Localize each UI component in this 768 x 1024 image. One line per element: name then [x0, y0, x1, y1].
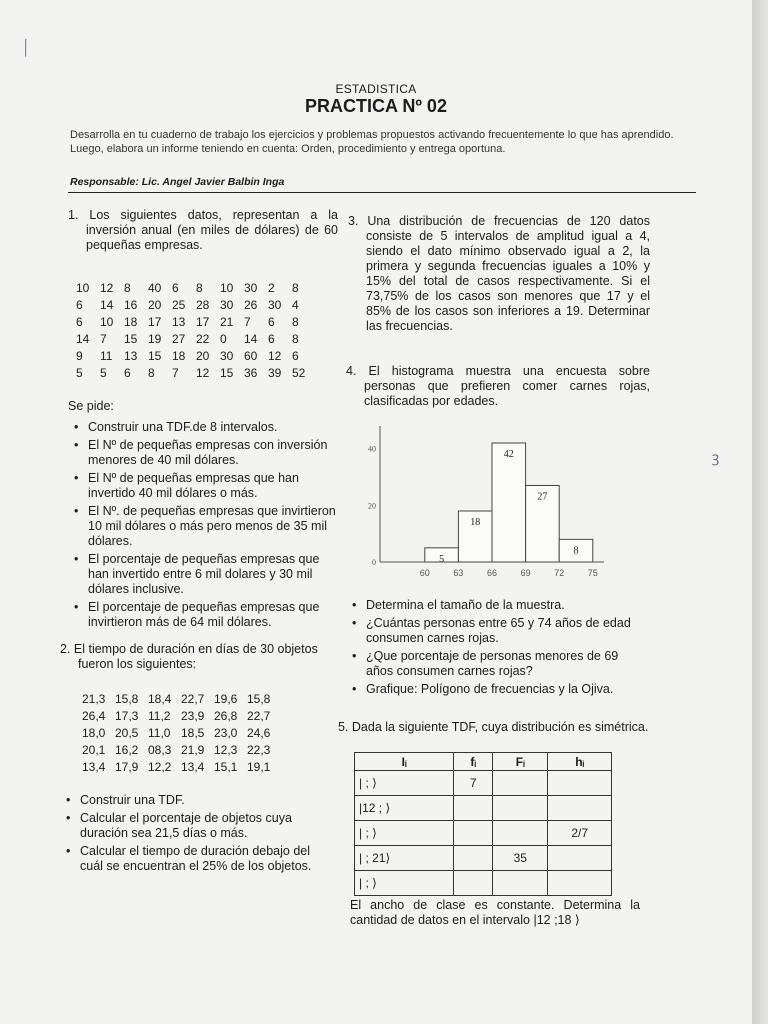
data-cell: 11: [100, 348, 113, 363]
pen-mark-icon: ꝫ: [712, 449, 720, 465]
problem-1-questions: [68, 420, 338, 630]
bar-value-label: 18: [470, 517, 481, 528]
problem-5-question: El ancho de clase es constante. Determina la cantidad de datos en el intervalo |12 ;18 ⟩: [350, 898, 640, 927]
data-cell: 13: [172, 314, 186, 329]
duration-data-table: [82, 690, 280, 775]
data-cell: 14: [100, 297, 114, 312]
data-cell: 9: [76, 348, 83, 363]
data-cell: 10: [220, 280, 234, 295]
data-cell: 22,3: [247, 742, 271, 757]
data-cell: 19,1: [247, 759, 271, 774]
table-cell: | ; ⟩: [355, 821, 454, 846]
data-cell: 20,5: [115, 725, 139, 740]
question-item: • ¿Que porcentaje de personas menores de 69 años consumen carnes rojas?: [346, 649, 646, 679]
data-cell: 39: [268, 365, 282, 380]
subject-label: ESTADISTICA: [335, 82, 417, 96]
data-cell: 11,0: [148, 725, 171, 740]
asks-label: Se pide:: [68, 399, 114, 413]
data-cell: 15,8: [247, 691, 271, 706]
x-tick-label: 63: [453, 568, 464, 578]
instructions: Desarrolla en tu cuaderno de trabajo los ejercicios y problemas propuestos activando frecuentemente lo que has aprendido. Luego, elabora un informe teniendo en cuenta: Orden, procedimiento y entrega oportuna.: [70, 129, 674, 155]
data-cell: 8: [292, 314, 299, 329]
table-cell: [548, 771, 612, 796]
page-edge: [752, 0, 768, 1024]
data-cell: 6: [76, 314, 83, 329]
problem-1-statement: 1. Los siguientes datos, representan a la inversión anual (en miles de dólares) de 60 pequeñas empresas.: [68, 208, 338, 252]
table-cell: [454, 796, 493, 821]
table-row: [355, 871, 612, 896]
problem-4-questions: [346, 598, 646, 700]
problem-2-questions: [60, 793, 336, 874]
data-cell: 8: [292, 280, 299, 295]
table-cell: [548, 871, 612, 896]
data-cell: 27: [172, 331, 186, 346]
problem-5-statement: 5. Dada la siguiente TDF, cuya distribución es simétrica.: [338, 720, 649, 734]
data-cell: 11,2: [148, 708, 171, 723]
table-cell: | ; ⟩: [355, 771, 454, 796]
bar-value-label: 27: [537, 491, 548, 503]
table-row: [82, 724, 280, 741]
problem-4-statement: 4. El histograma muestra una encuesta sobre personas que prefieren comer carnes rojas, clasificadas por edades.: [346, 364, 650, 408]
problem-2-statement: 2. El tiempo de duración en días de 30 objetos fueron los siguientes:: [60, 642, 318, 671]
data-cell: 12,3: [214, 742, 238, 757]
table-cell: [454, 846, 493, 871]
header-divider: [68, 192, 696, 193]
data-cell: 8: [196, 280, 203, 295]
data-cell: 13,4: [181, 759, 205, 774]
table-cell: | ; ⟩: [355, 871, 454, 896]
age-histogram: [360, 420, 610, 588]
data-cell: 7: [244, 314, 251, 329]
table-cell: [493, 871, 548, 896]
data-cell: 5: [76, 365, 83, 380]
data-cell: 24,6: [247, 725, 271, 740]
table-row: [76, 347, 316, 364]
data-cell: 21,3: [82, 691, 106, 706]
column-header: Iᵢ: [355, 753, 454, 771]
problem-2: [60, 642, 336, 877]
data-cell: 6: [268, 314, 275, 329]
data-cell: 28: [196, 297, 210, 312]
data-cell: 18: [124, 314, 138, 329]
data-cell: 20: [148, 297, 162, 312]
data-cell: 0: [220, 331, 227, 346]
x-tick-label: 69: [520, 568, 531, 578]
table-row: [76, 313, 316, 330]
question-item: • El Nº de pequeñas empresas que han invertido 40 mil dólares o más.: [68, 471, 338, 501]
table-row: [355, 771, 612, 796]
table-cell: [454, 821, 493, 846]
x-tick-label: 75: [587, 568, 598, 578]
data-cell: 12: [196, 365, 210, 380]
table-row: [82, 741, 280, 758]
page-title: PRACTICA Nº 02: [305, 96, 447, 116]
question-item: • El Nº de pequeñas empresas con inversión menores de 40 mil dólares.: [68, 438, 338, 468]
column-header: hᵢ: [548, 753, 612, 771]
data-cell: 7: [172, 365, 179, 380]
data-cell: 6: [76, 297, 83, 312]
data-cell: 19: [148, 331, 162, 346]
data-cell: 8: [292, 331, 299, 346]
x-tick-label: 72: [554, 568, 565, 578]
table-row: [76, 296, 316, 313]
column-header: fᵢ: [454, 753, 493, 771]
data-cell: 40: [148, 280, 162, 295]
question-item: • El porcentaje de pequeñas empresas que invirtieron más de 64 mil dólares.: [68, 600, 338, 630]
data-cell: 22,7: [181, 691, 205, 706]
data-cell: 60: [244, 348, 258, 363]
table-row: [76, 279, 316, 296]
histogram-bar: [492, 443, 526, 562]
table-row: [82, 707, 280, 724]
data-cell: 13,4: [82, 759, 106, 774]
data-cell: 08,3: [148, 742, 172, 757]
bar-value-label: 5: [439, 553, 445, 565]
data-cell: 7: [100, 331, 107, 346]
y-tick-label: 40: [368, 444, 376, 454]
data-cell: 25: [172, 297, 186, 312]
data-cell: 52: [292, 365, 306, 380]
data-cell: 23,9: [181, 708, 205, 723]
data-cell: 12: [100, 280, 114, 295]
data-cell: 10: [100, 314, 114, 329]
table-row: [76, 330, 316, 347]
pen-mark-icon: ⟋: [14, 36, 38, 60]
data-cell: 12: [268, 348, 282, 363]
table-row: [82, 758, 280, 775]
data-cell: 10: [76, 280, 90, 295]
question-item: • ¿Cuántas personas entre 65 y 74 años de edad consumen carnes rojas.: [346, 616, 646, 646]
data-cell: 17,9: [115, 759, 139, 774]
data-cell: 18: [172, 348, 186, 363]
data-cell: 5: [100, 365, 107, 380]
question-item: • Calcular el porcentaje de objetos cuya duración sea 21,5 días o más.: [60, 811, 336, 841]
data-cell: 18,0: [82, 725, 106, 740]
data-cell: 17: [196, 314, 210, 329]
data-cell: 30: [244, 280, 258, 295]
question-item: • Determina el tamaño de la muestra.: [346, 598, 646, 613]
data-cell: 12,2: [148, 759, 172, 774]
table-cell: [548, 846, 612, 871]
data-cell: 15,1: [214, 759, 238, 774]
data-cell: 15: [124, 331, 138, 346]
table-cell: [493, 771, 548, 796]
data-cell: 6: [124, 365, 131, 380]
data-cell: 18,5: [181, 725, 205, 740]
data-cell: 15: [148, 348, 162, 363]
data-cell: 17: [148, 314, 162, 329]
data-cell: 30: [220, 348, 234, 363]
data-cell: 13: [124, 348, 138, 363]
data-cell: 2: [268, 280, 275, 295]
table-cell: 2/7: [548, 821, 612, 846]
data-cell: 8: [124, 280, 131, 295]
data-cell: 23,0: [214, 725, 238, 740]
data-cell: 17,3: [115, 708, 139, 723]
data-cell: 14: [76, 331, 90, 346]
investment-data-table: [76, 279, 316, 381]
table-row: [355, 796, 612, 821]
table-cell: [548, 796, 612, 821]
frequency-table: [354, 752, 612, 896]
question-item: • Calcular el tiempo de duración debajo del cuál se encuentran el 25% de los objetos.: [60, 844, 336, 874]
x-tick-label: 60: [419, 568, 430, 578]
table-row: [355, 821, 612, 846]
table-cell: 7: [454, 771, 493, 796]
table-cell: |12 ; ⟩: [355, 796, 454, 821]
table-row: [82, 690, 280, 707]
data-cell: 30: [268, 297, 282, 312]
y-tick-label: 0: [372, 558, 376, 567]
data-cell: 14: [244, 331, 258, 346]
data-cell: 4: [292, 297, 299, 312]
data-cell: 8: [148, 365, 155, 380]
data-cell: 36: [244, 365, 258, 380]
data-cell: 6: [172, 280, 179, 295]
data-cell: 15: [220, 365, 234, 380]
responsible-line: Responsable: Lic. Angel Javier Balbin Inga: [70, 176, 285, 188]
data-cell: 16,2: [115, 742, 139, 757]
data-cell: 20: [196, 348, 210, 363]
column-header: Fᵢ: [493, 753, 548, 771]
problem-3-statement: 3. Una distribución de frecuencias de 120 datos consiste de 5 intervalos de amplitud igual a 4, siendo el dato mínimo observado igual a 2, la primera y segunda frecuencias iguales a 10% y 15% del total de casos respectivamente. Si el 73,75% de los casos son menores que 17 y el 85% de los casos son inferiores a 19. Determinar las frecuencias.: [348, 214, 650, 333]
data-cell: 26,4: [82, 708, 106, 723]
bar-value-label: 42: [503, 449, 514, 460]
question-item: • Construir una TDF.de 8 intervalos.: [68, 420, 338, 435]
question-item: • El porcentaje de pequeñas empresas que han invertido entre 6 mil dolares y 30 mil dólares inclusive.: [68, 552, 338, 597]
data-cell: 19,6: [214, 691, 238, 706]
data-cell: 6: [292, 348, 299, 363]
data-cell: 26,8: [214, 708, 238, 723]
x-tick-label: 66: [486, 568, 498, 578]
question-item: • El Nº. de pequeñas empresas que invirtieron 10 mil dólares o más pero menos de 35 mil dólares.: [68, 504, 338, 549]
data-cell: 22,7: [247, 708, 271, 723]
question-item: • Grafique: Polígono de frecuencias y la Ojiva.: [346, 682, 646, 697]
bar-value-label: 8: [573, 545, 579, 557]
data-cell: 22: [196, 331, 210, 346]
data-cell: 21: [220, 314, 234, 329]
data-cell: 18,4: [148, 691, 172, 706]
problem-1: [68, 208, 338, 633]
data-cell: 26: [244, 297, 258, 312]
data-cell: 21,9: [181, 742, 205, 757]
y-tick-label: 20: [368, 501, 376, 511]
data-cell: 30: [220, 297, 234, 312]
data-cell: 15,8: [115, 691, 139, 706]
table-cell: 35: [493, 846, 548, 871]
table-cell: [493, 821, 548, 846]
table-cell: | ; 21⟩: [355, 846, 454, 871]
table-cell: [454, 871, 493, 896]
table-cell: [493, 796, 548, 821]
data-cell: 16: [124, 297, 138, 312]
data-cell: 20,1: [82, 742, 106, 757]
table-row: [355, 846, 612, 871]
data-cell: 6: [268, 331, 275, 346]
question-item: • Construir una TDF.: [60, 793, 336, 808]
table-row: [76, 364, 316, 381]
